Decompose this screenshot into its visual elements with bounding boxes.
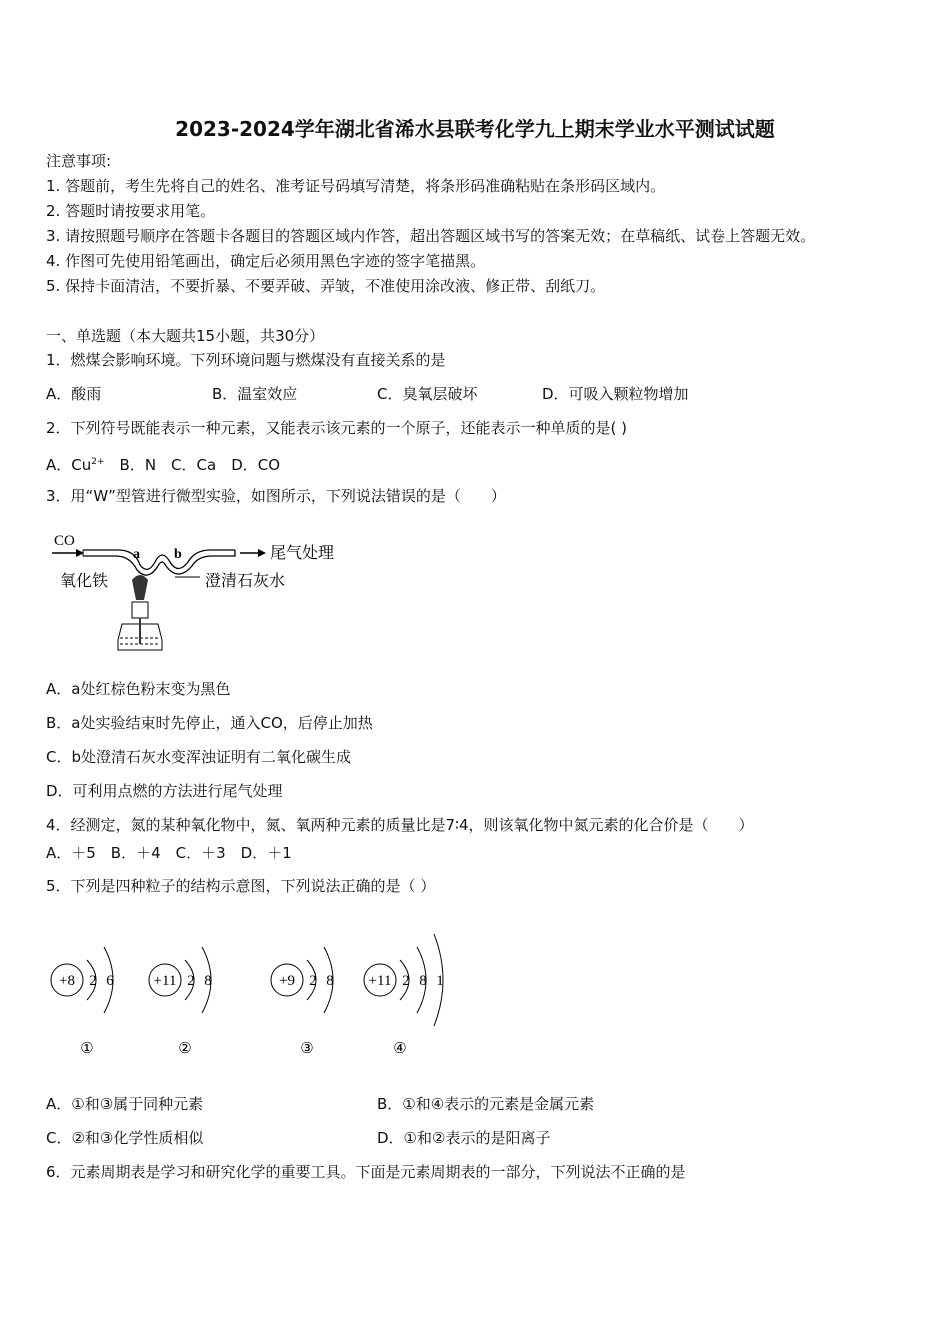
b-label: b (174, 547, 182, 562)
co-label: CO (54, 533, 75, 549)
electron-count: 2 (402, 973, 410, 989)
nucleus-charge: +11 (153, 973, 177, 989)
q5-option-c: C．②和③化学性质相似 (46, 1129, 204, 1147)
particle-label: ③ (300, 1041, 314, 1057)
particle-diagram (364, 934, 444, 1057)
q2-stem: 2．下列符号既能表示一种元素，又能表示该元素的一个原子，还能表示一种单质的是( ) (46, 419, 628, 437)
exhaust-label: 尾气处理 (270, 545, 335, 562)
q1-stem: 1．燃煤会影响环境。下列环境问题与燃煤没有直接关系的是 (46, 351, 446, 369)
electron-count: 6 (106, 973, 114, 989)
a-label: a (133, 547, 140, 562)
q4-stem: 4．经测定，氮的某种氧化物中，氮、氧两种元素的质量比是7∶4，则该氧化物中氮元素的化合价是（ ） (46, 816, 754, 834)
q1-option-a: A．酸雨 (46, 385, 102, 403)
q6-stem: 6．元素周期表是学习和研究化学的重要工具。下面是元素周期表的一部分，下列说法不正确的是 (46, 1163, 686, 1181)
particle-label: ④ (393, 1041, 407, 1057)
q2-option-a: A．Cu (46, 456, 92, 474)
notice-item: 3. 请按照题号顺序在答题卡各题目的答题区域内作答，超出答题区域书写的答案无效；在草稿纸、试卷上答题无效。 (46, 227, 816, 245)
q3-option-d: D．可利用点燃的方法进行尾气处理 (46, 782, 283, 800)
particle-diagram (149, 947, 212, 1057)
q3-option-a: A．a处红棕色粉末变为黑色 (46, 680, 231, 698)
electron-count: 8 (204, 973, 212, 989)
q5-option-b: B．①和④表示的元素是金属元素 (377, 1095, 595, 1113)
section-heading: 一、单选题（本大题共15小题，共30分） (46, 327, 325, 345)
q3-stem: 3．用“W”型管进行微型实验，如图所示，下列说法错误的是（ ） (46, 487, 506, 505)
q3-option-b: B．a处实验结束时先停止，通入CO，后停止加热 (46, 714, 373, 732)
particle-diagram (51, 947, 114, 1057)
q2-options-rest: B．N C．Ca D．CO (119, 456, 281, 474)
q5-option-a: A．①和③属于同种元素 (46, 1095, 204, 1113)
w-tube-apparatus-figure (40, 520, 360, 660)
limewater-label: 澄清石灰水 (205, 573, 286, 590)
nucleus-charge: +9 (279, 973, 295, 989)
charge: 2+ (91, 457, 105, 467)
particle-label: ② (178, 1041, 192, 1057)
electron-count: 2 (89, 973, 97, 989)
particle-diagram (271, 947, 334, 1057)
nucleus-charge: +11 (368, 973, 392, 989)
q5-option-d: D．①和②表示的是阳离子 (377, 1129, 551, 1147)
iron-oxide-label: 氧化铁 (60, 573, 109, 590)
particle-structure-figure (40, 910, 460, 1060)
electron-count: 2 (187, 973, 195, 989)
q3-option-c: C．b处澄清石灰水变浑浊证明有二氧化碳生成 (46, 748, 351, 766)
nucleus-charge: +8 (59, 973, 75, 989)
notice-item: 2. 答题时请按要求用笔。 (46, 202, 216, 220)
electron-count: 2 (309, 973, 317, 989)
electron-count: 1 (436, 973, 444, 989)
particle-label: ① (80, 1041, 94, 1057)
q1-option-c: C．臭氧层破坏 (377, 385, 478, 403)
page-title: 2023-2024学年湖北省浠水县联考化学九上期末学业水平测试试题 (175, 117, 775, 141)
notice-heading: 注意事项: (46, 152, 112, 170)
q4-options: A．＋5 B．＋4 C．＋3 D．＋1 (46, 844, 292, 862)
notice-item: 5. 保持卡面清洁，不要折暴、不要弄破、弄皱，不准使用涂改液、修正带、刮纸刀。 (46, 277, 606, 295)
electron-count: 8 (419, 973, 427, 989)
q5-stem: 5．下列是四种粒子的结构示意图，下列说法正确的是（ ） (46, 877, 436, 895)
electron-count: 8 (326, 973, 334, 989)
notice-item: 4. 作图可先使用铅笔画出，确定后必须用黑色字迹的签字笔描黑。 (46, 252, 486, 270)
q1-option-b: B．温室效应 (212, 385, 298, 403)
notice-item: 1. 答题前，考生先将自己的姓名、准考证号码填写清楚，将条形码准确粘贴在条形码区域内。 (46, 177, 666, 195)
q1-option-d: D．可吸入颗粒物增加 (542, 385, 689, 403)
q2-options (46, 452, 280, 475)
